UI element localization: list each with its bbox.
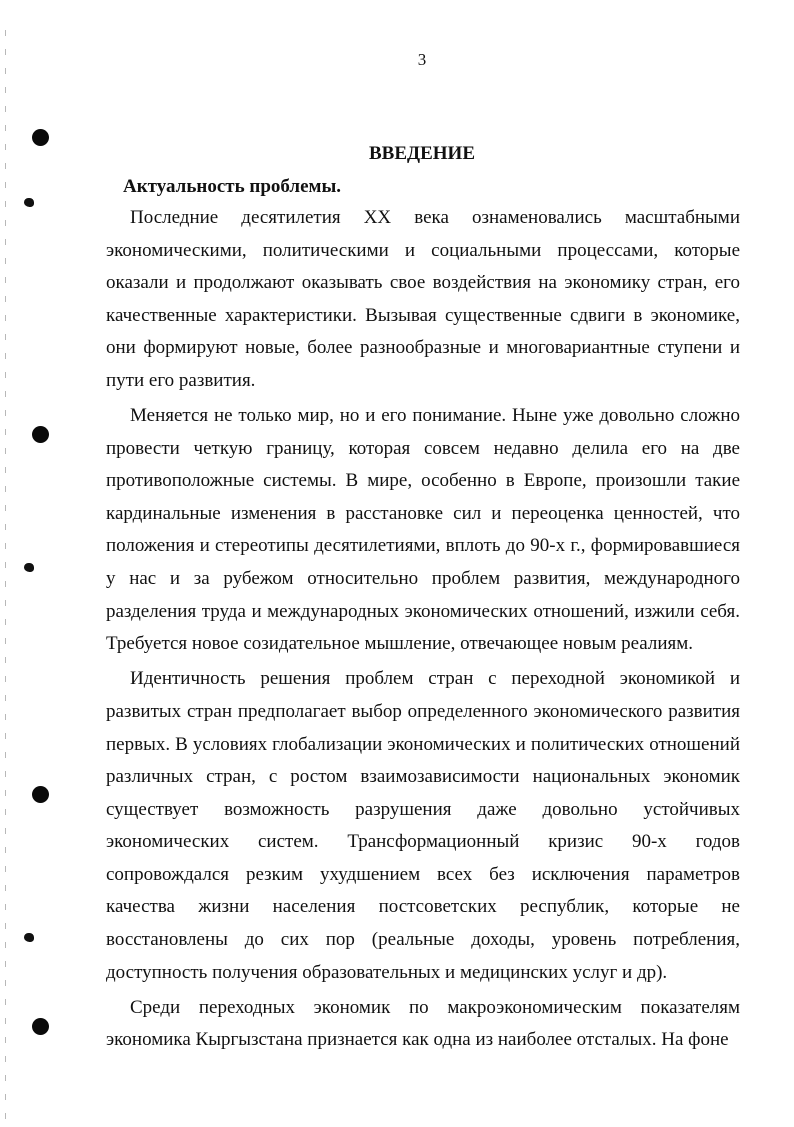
section-subheading: Актуальность проблемы. bbox=[123, 176, 342, 197]
punch-hole-3 bbox=[32, 786, 49, 803]
section-heading: ВВЕДЕНИЕ bbox=[369, 143, 475, 164]
scan-mark-3 bbox=[24, 933, 34, 942]
paragraph-4: Среди переходных экономик по макроэкономическим показателям экономика Кыргызстана признается как одна из наиболее отсталых. На фоне bbox=[106, 996, 740, 1051]
paragraph-3: Идентичность решения проблем стран с переходной экономикой и развитых стран предполагает выбор определенного экономического развития первых. В условиях глобализации экономических и политических отношений различных стран, с ростом взаимозависимости национальных экономик существует возможность разрушения даже довольно устойчивых экономических систем. Трансформационный кризис 90-х годов сопровождался резким ухудшением всех без исключения параметров качества жизни населения постсоветских республик, которые не восстановлены до сих пор (реальные доходы, уровень потребления, доступность получения образовательных и медицинских услуг и др). bbox=[106, 668, 740, 983]
scan-edge-line bbox=[5, 30, 6, 1120]
punch-hole-2 bbox=[32, 426, 49, 443]
punch-hole-4 bbox=[32, 1018, 49, 1035]
body-text bbox=[106, 202, 740, 1057]
paragraph-1: Последние десятилетия XX века ознаменовались масштабными экономическими, политическими и социальными процессами, которые оказали и продолжают оказывать свое воздействия на экономику стран, его качественные характеристики. Вызывая существенные сдвиги в экономике, они формируют новые, более разнообразные и многовариантные ступени и пути его развития. bbox=[106, 207, 740, 391]
scan-mark-1 bbox=[24, 198, 34, 207]
paragraph-2: Меняется не только мир, но и его понимание. Ныне уже довольно сложно провести четкую границу, которая совсем недавно делила его на две противоположные системы. В мире, особенно в Европе, произошли такие кардинальные изменения в расстановке сил и переоценка ценностей, что положения и стереотипы десятилетиями, вплоть до 90-х г., формировавшиеся у нас и за рубежом относительно проблем развития, международного разделения труда и международных экономических отношений, изжили себя. Требуется новое созидательное мышление, отвечающее новым реалиям. bbox=[106, 405, 740, 655]
scan-mark-2 bbox=[24, 563, 34, 572]
page-number: 3 bbox=[417, 50, 427, 69]
